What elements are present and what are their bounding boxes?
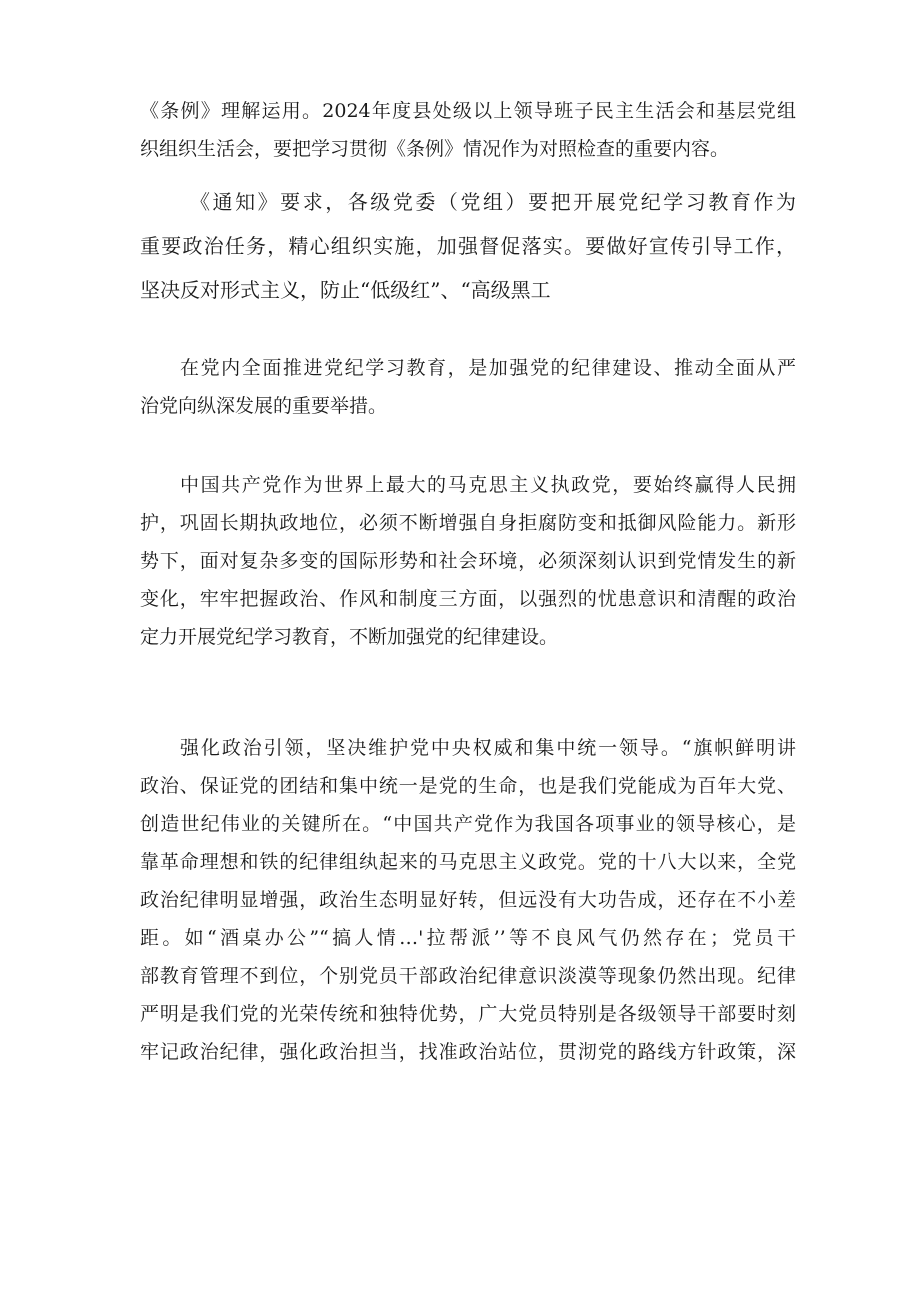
paragraph-2 — [140, 180, 796, 312]
text-line: 《条例》理解运用。2024年度县处级以上领导班子民主生活会和基层党组 — [140, 100, 796, 122]
paragraph-5 — [140, 729, 796, 1071]
text-line: 治党向纵深发展的重要举措。 — [140, 395, 388, 417]
text-line: 创造世纪伟业的关键所在。“中国共产党作为我国各项事业的领导核心，是 — [140, 813, 796, 835]
text-line: 变化，牢牢把握政治、作风和制度三方面，以强烈的忧患意识和清醒的政治 — [140, 588, 796, 610]
text-line: 织组织生活会，要把学习贯彻《条例》情况作为对照检查的重要内容。 — [140, 138, 730, 160]
text-line: 重要政治任务，精心组织实施，加强督促落实。要做好宣传引导工作， — [140, 234, 796, 258]
text-line: 靠革命理想和铁的纪律组纨起来的马克思主义政党。党的十八大以来，全党 — [140, 851, 796, 873]
paragraph-1 — [140, 92, 796, 168]
paragraph-3 — [140, 349, 796, 425]
text-line: 距。如“酒桌办公”“搞人情…'拉帮派’’等不良风气仍然存在；党员干 — [140, 927, 796, 949]
text-line: 政治纪律明显增强，政治生态明显好转，但远没有大功告成，还存在不小差 — [140, 889, 796, 911]
text-line: 定力开展党纪学习教育，不断加强党的纪律建设。 — [140, 626, 559, 648]
text-line: 护，巩固长期执政地位，必须不断增强自身拒腐防变和抵御风险能力。新形 — [140, 512, 796, 534]
text-line: 势下，面对复杂多变的国际形势和社会环境，必须深刻认识到党情发生的新 — [140, 550, 796, 572]
text-line: 严明是我们党的光荣传统和独特优势，广大党员特别是各级领导干部要时刻 — [140, 1003, 796, 1025]
text-line: 牢记政治纪律，强化政治担当，找准政治站位，贯沏党的路线方针政策，深 — [140, 1041, 796, 1063]
paragraph-4 — [140, 466, 796, 656]
text-line: 强化政治引领，坚决维护党中央权威和集中统一领导。“旗帜鲜明讲 — [180, 737, 796, 759]
text-line: 中国共产党作为世界上最大的马克思主义执政党，要始终赢得人民拥 — [180, 474, 796, 496]
text-line: 政治、保证党的团结和集中统一是党的生命，也是我们党能成为百年大党、 — [140, 775, 796, 797]
text-line: 《通知》要求，各级党委（党组）要把开展党纪学习教育作为 — [190, 190, 796, 214]
text-line: 坚决反对形式主义，防止“低级红”、“高级黑工 — [140, 278, 551, 302]
text-line: 在党内全面推进党纪学习教育，是加强党的纪律建设、推动全面从严 — [180, 357, 796, 379]
text-line: 部教育管理不到位，个别党员干部政治纪律意识淡漠等现象仍然出现。纪律 — [140, 965, 796, 987]
